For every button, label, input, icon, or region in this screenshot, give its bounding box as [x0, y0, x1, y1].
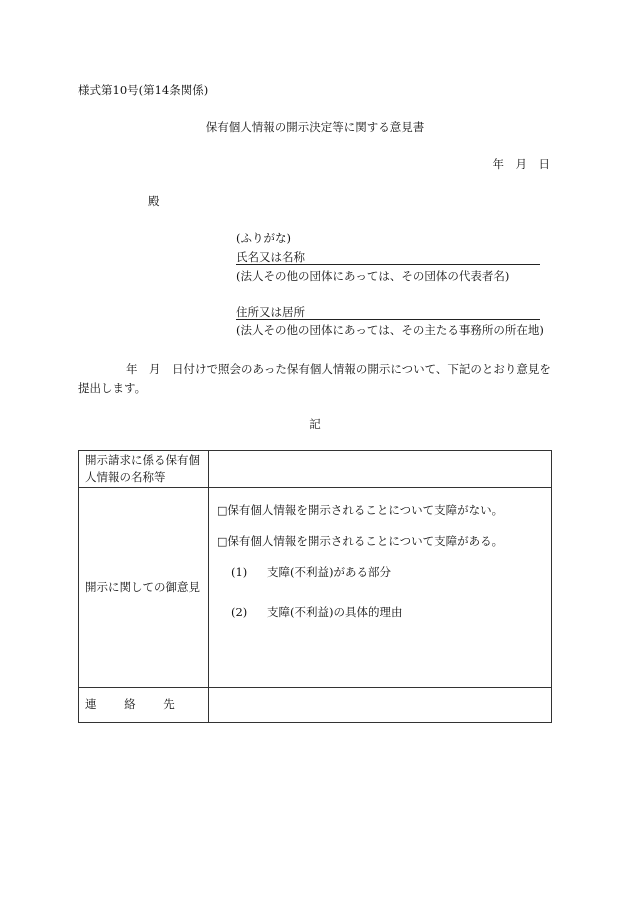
checkbox-icon[interactable]: □ [217, 535, 228, 548]
ki-heading: 記 [309, 417, 321, 431]
furigana-label: (ふりがな) [236, 231, 291, 245]
sub-item-2-number: (2) [231, 605, 248, 619]
table-row [79, 688, 552, 723]
option-issue[interactable] [217, 535, 503, 549]
info-name-field[interactable] [209, 451, 552, 488]
sub-item-1 [231, 566, 391, 580]
option-issue-text: 保有個人情報を開示されることについて支障がある。 [227, 534, 504, 548]
table-row [79, 488, 552, 688]
opinion-table [78, 450, 552, 723]
addressee-suffix: 殿 [148, 194, 160, 208]
address-note: (法人その他の団体にあっては、その主たる事務所の所在地) [236, 323, 544, 337]
body-paragraph: 年 月 日付けで照会のあった保有個人情報の開示について、下記のとおり意見を提出します。 [78, 362, 551, 395]
name-note: (法人その他の団体にあっては、その団体の代表者名) [236, 269, 510, 283]
row-label-contact: 連 絡 先 [79, 688, 209, 723]
name-label: 氏名又は名称 [236, 250, 305, 264]
table-row [79, 451, 552, 488]
address-label: 住所又は居所 [236, 305, 305, 319]
date-line: 年 月 日 [492, 157, 550, 171]
sub-item-2-text: 支障(不利益)の具体的理由 [267, 605, 403, 619]
option-no-issue-text: 保有個人情報を開示されることについて支障がない。 [227, 503, 504, 517]
option-no-issue[interactable] [217, 504, 503, 518]
contact-field[interactable] [209, 688, 552, 723]
address-field-line[interactable] [236, 319, 540, 320]
name-field-line[interactable] [236, 264, 540, 265]
sub-item-1-text: 支障(不利益)がある部分 [267, 565, 391, 579]
opinion-field [209, 488, 552, 688]
checkbox-icon[interactable]: □ [217, 504, 228, 517]
sub-item-1-number: (1) [231, 565, 248, 579]
row-label-opinion: 開示に関しての御意見 [79, 488, 209, 688]
document-title: 保有個人情報の開示決定等に関する意見書 [205, 120, 425, 134]
row-label-info-name: 開示請求に係る保有個人情報の名称等 [79, 451, 209, 488]
sub-item-2 [231, 606, 402, 620]
form-number: 様式第10号(第14条関係) [78, 83, 209, 97]
